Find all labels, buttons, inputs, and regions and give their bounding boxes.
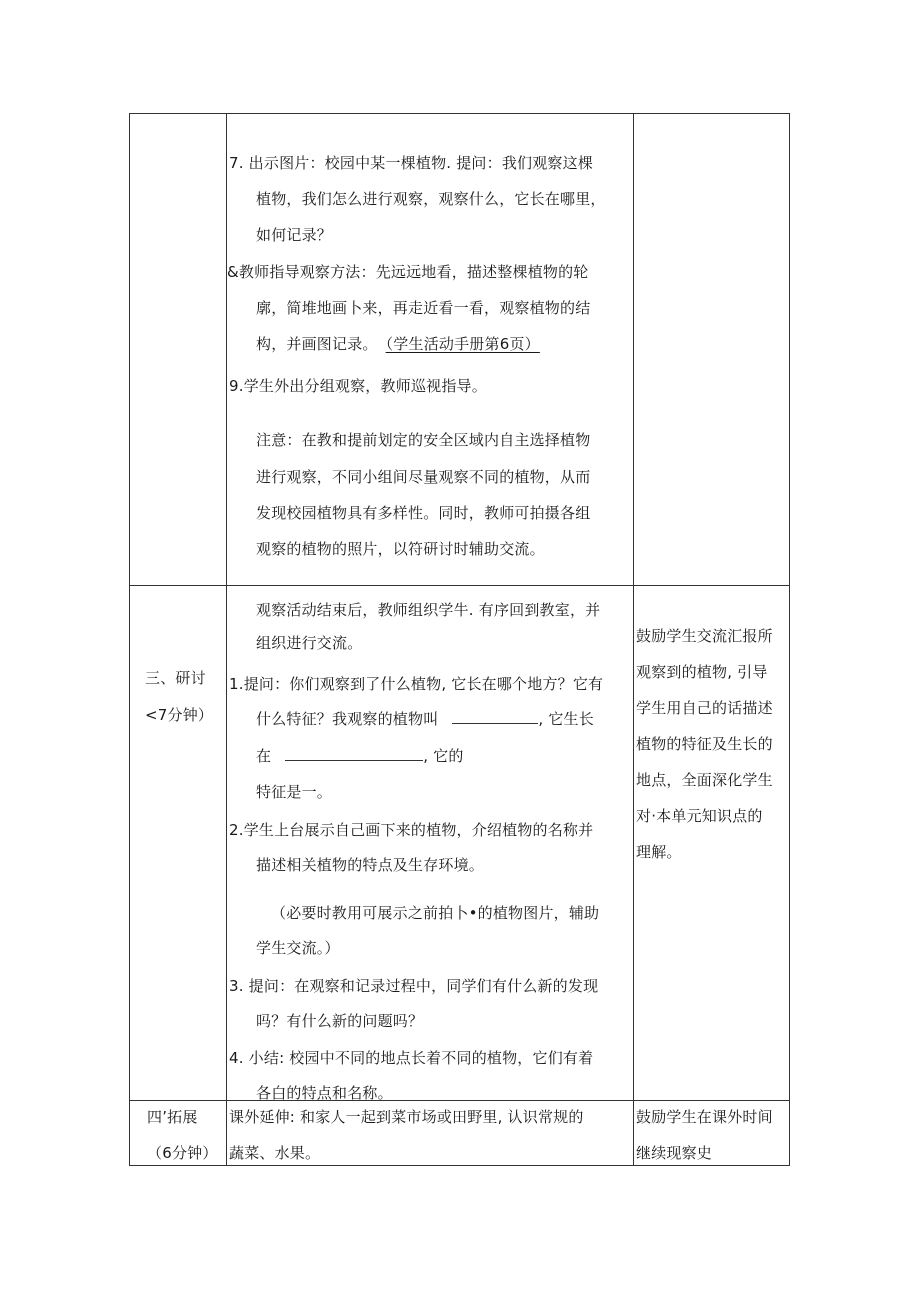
note-line: 观察的植物的照片，以符研讨时辅助交流。 [256,540,545,558]
content-text: 什么特征？我观察的植物叫 [256,710,439,728]
note-line: 发现校园植物具有多样性。同时，教师可拍摄各组 [256,504,591,522]
content-line [256,746,464,766]
content-line: 植物，我们怎么进行观察，观察什么，它长在哪里， [256,190,606,208]
intent-line: 植物的特征及生长的 [636,735,773,753]
intent-line: 观察到的植物, 引导 [636,663,768,681]
content-text: 在 [256,747,272,765]
observe-content-cell [227,114,633,585]
extend-content-cell [227,1101,633,1165]
content-line: 蔬菜、水果。 [229,1144,321,1162]
content-line: 学生交流。） [256,939,340,957]
content-text: 构，并画图记录。 [256,335,378,353]
stage-label: 四’拓展 [147,1108,198,1126]
note-line: 进行观察，不同小组间尽量观察不同的植物，从而 [256,468,591,486]
content-line [256,334,540,354]
fill-in-blank [452,709,538,724]
content-line: 2.学生上台展示自己画下来的植物，介绍植物的名称并 [229,821,594,839]
lesson-plan-table [129,113,790,1166]
content-line: 组织进行交流。 [256,634,363,652]
stage-duration: （6分钟） [147,1144,218,1162]
content-line: 课外延伸: 和家人一起到菜市场或田野里, 认识常规的 [229,1108,584,1126]
intent-line: 对·本单元知识点的 [636,807,763,825]
content-line: 如何记录？ [256,226,333,244]
discuss-stage-cell [130,586,226,1100]
content-line: 各白的特点和名称。 [256,1084,393,1102]
fill-in-blank [285,746,423,761]
content-line: 3. 提问：在观察和记录过程中，同学们有什么新的发现 [229,977,599,995]
content-line: 描述相关植物的特点及生存环境。 [256,856,485,874]
intent-line: 地点，全面深化学生 [636,771,773,789]
content-line: 7. 出示图片：校园中某一棵植物. 提问：我们观察这棵 [229,154,594,172]
content-line: 观察活动结束后，教师组织学牛. 有序回到教室，并 [256,601,601,619]
content-line: 1.提问：你们观察到了什么植物, 它长在哪个地方？它有 [229,675,604,693]
content-line: 廓，简堆地画卜来，再走近看一看，观察植物的结 [256,299,591,317]
content-line: 4. 小结: 校园中不同的地点长着不同的植物，它们有着 [229,1049,594,1067]
content-line: （必要时教用可展示之前拍卜•的植物图片，辅助 [271,904,600,922]
activity-handbook-reference: （学生活动手册第6页） [385,335,540,353]
stage-duration: <7分钟） [145,706,214,724]
intent-line: 鼓励学生交流汇报所 [636,627,773,645]
content-line [256,709,594,729]
intent-line: 继续现察史 [636,1144,713,1162]
content-line: &教师指导观察方法：先远远地看，描述整棵植物的轮 [227,263,589,281]
intent-line: 学生用自己的话描述 [636,699,773,717]
content-text: , 它生长 [538,710,594,728]
note-line: 注意：在教和提前划定的安全区域内自主选择植物 [256,431,591,449]
content-line: 9.学生外出分组观察，教师巡视指导。 [229,377,487,395]
stage-label: 三、研讨 [145,669,206,687]
content-line: 吗？有什么新的问题吗？ [256,1012,424,1030]
intent-line: 理解。 [636,843,682,861]
extend-stage-cell [130,1101,226,1165]
extend-intent-cell [634,1101,790,1165]
discuss-intent-cell [634,586,790,1100]
content-text: , 它的 [423,747,464,765]
discuss-content-cell [227,586,633,1100]
content-line: 特征是一。 [256,783,333,801]
intent-line: 鼓励学生在课外时间 [636,1108,773,1126]
